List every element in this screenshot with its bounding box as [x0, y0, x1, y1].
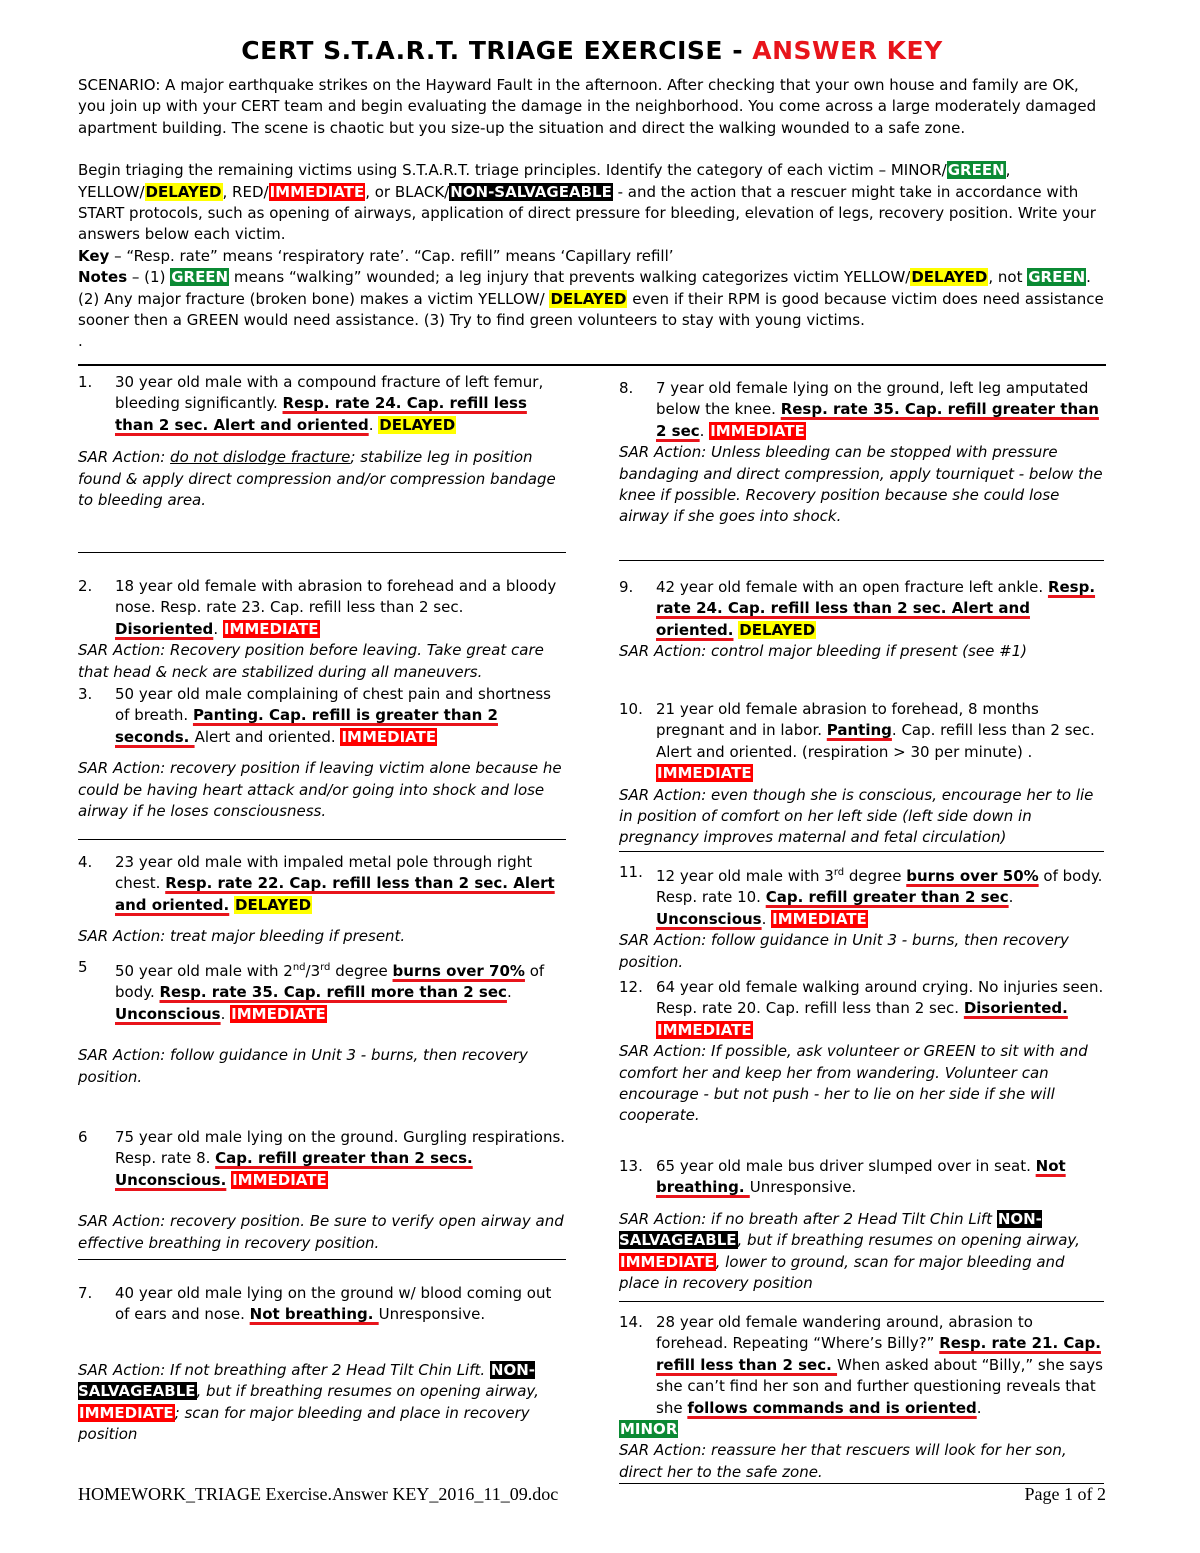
section-divider — [78, 364, 1106, 366]
right-column — [619, 378, 1104, 1484]
immediate-tag: IMMEDIATE — [223, 619, 319, 638]
victim-item-7: 7. 40 year old male lying on the ground w/ blood coming out of ears and nose. Not breathing. Unresponsive. SAR Action: If not breathing after 2 Head Tilt Chin Lift. NON-SALVAGEABLE, but if breathing resumes on opening airway, IMMEDIATE; scan for major bleeding and place in recovery position — [78, 1283, 566, 1445]
victim-item-14: 14. 28 year old female wandering around, abrasion to forehead. Repeating “Where’s Billy?” Resp. rate 21. Cap. refill less than 2 sec. When asked about “Billy,” she says she can’t find her son and further questioning reveals that she follows commands and is oriented. MINOR SAR Action: reassure her that rescuers will look for her son, direct her to the safe zone. — [619, 1312, 1104, 1484]
immediate-tag: IMMEDIATE — [657, 764, 752, 783]
victim-item-13: 13. 65 year old male bus driver slumped over in seat. Not breathing. Unresponsive. SAR Action: if no breath after 2 Head Tilt Chin Lift NON-SALVAGEABLE, but if breathing resumes on opening airway, IMMEDIATE, lower to ground, scan for major bleeding and place in recovery position — [619, 1156, 1104, 1302]
sar-action: SAR Action: follow guidance in Unit 3 - burns, then recovery position. — [619, 931, 1069, 971]
delayed-tag: DELAYED — [739, 620, 816, 639]
sar-action: SAR Action: If not breathing after 2 Head Tilt Chin Lift. NON-SALVAGEABLE, but if breathing resumes on opening airway, IMMEDIATE; scan for major bleeding and place in recovery position — [78, 1360, 539, 1444]
scenario-paragraph: SCENARIO: A major earthquake strikes on the Hayward Fault in the afternoon. After checking that your own house and family are OK, you join up with your CERT team and begin evaluating the damage in the neighborhood. You come across a large moderately damaged apartment building. The scene is chaotic but you size-up the situation and direct the walking wounded to a safe zone. — [78, 76, 1097, 137]
victim-item-2: 2. 18 year old female with abrasion to forehead and a bloody nose. Resp. rate 23. Cap. refill less than 2 sec. Disoriented. IMMEDIATE SAR Action: Recovery position before leaving. Take great care that head & neck are stabilized during all maneuvers. — [78, 576, 566, 684]
victim-item-12: 12. 64 year old female walking around crying. No injuries seen. Resp. rate 20. Cap. refill less than 2 sec. Disoriented. IMMEDIATE SAR Action: If possible, ask volunteer or GREEN to sit with and comfort her and keep her from wandering. Volunteer can encourage - but not push - her to lie on her side if she will cooperate. — [619, 977, 1104, 1156]
victim-item-6: 6 75 year old male lying on the ground. Gurgling respirations. Resp. rate 8. Cap. refill greater than 2 secs. Unconscious. IMMEDIATE SAR Action: recovery position. Be sure to verify open airway and effective breathing in recovery position. — [78, 1127, 566, 1260]
document-page — [78, 36, 1106, 1481]
footer-filename: HOMEWORK_TRIAGE Exercise.Answer KEY_2016_11_09.doc — [78, 1484, 559, 1504]
minor-tag: MINOR — [620, 1420, 678, 1439]
notes-dot: . — [78, 332, 83, 351]
sar-action: SAR Action: do not dislodge fracture; stabilize leg in position found & apply direct compression and/or compression bandage to bleeding area. — [78, 448, 556, 510]
notes-paragraph: Notes – (1) GREEN means “walking” wounded; a leg injury that prevents walking categorizes victim YELLOW/DELAYED, not GREEN. (2) Any major fracture (broken bone) makes a victim YELLOW/ DELAYED even if their RPM is good because victim does need assistance sooner then a GREEN would need assistance. (3) Try to find green volunteers to stay with young victims. — [78, 268, 1104, 330]
immediate-tag: IMMEDIATE — [620, 1252, 715, 1271]
sar-action: SAR Action: treat major bleeding if present. — [78, 927, 406, 946]
page-footer — [78, 1484, 1106, 1505]
immediate-tag: IMMEDIATE — [79, 1403, 174, 1422]
victim-item-9: 9. 42 year old female with an open fracture left ankle. Resp. rate 24. Cap. refill less than 2 sec. Alert and oriented. DELAYED SAR Action: control major bleeding if present (see #1) — [619, 577, 1104, 699]
immediate-tag: IMMEDIATE — [657, 1020, 752, 1039]
answer-key-label: ANSWER KEY — [752, 36, 943, 65]
victim-item-8: 8. 7 year old female lying on the ground, left leg amputated below the knee. Resp. rate 35. Cap. refill greater than 2 sec. IMMEDIATE SAR Action: Unless bleeding can be stopped with pressure bandaging and direct compression, apply tourniquet - below the knee if possible. Recovery position because she could lose airway if she goes into shock. — [619, 378, 1104, 561]
victim-item-5: 5 50 year old male with 2nd/3rd degree burns over 70% of body. Resp. rate 35. Cap. refill more than 2 sec. Unconscious. IMMEDIATE SAR Action: follow guidance in Unit 3 - burns, then recovery position. — [78, 957, 566, 1127]
key-line: Key – “Resp. rate” means ‘respiratory rate’. “Cap. refill” means ‘Capillary refill’ — [78, 246, 674, 265]
sar-action: SAR Action: Unless bleeding can be stopped with pressure bandaging and direct compression, apply tourniquet - below the knee if possible. Recovery position because she could lose airway if she goes into shock. — [619, 443, 1103, 526]
delayed-tag: DELAYED — [379, 415, 456, 434]
instructions-paragraph: Begin triaging the remaining victims using S.T.A.R.T. triage principles. Identify the category of each victim – MINOR/GREEN, YELLOW/DELAYED, RED/IMMEDIATE, or BLACK/NON-SALVAGEABLE - and the action that a rescuer might take in accordance with START protocols, such as opening of airways, application of direct pressure for bleeding, elevation of legs, recovery position. Write your answers below each victim. — [78, 161, 1096, 244]
sar-action: SAR Action: reassure her that rescuers will look for her son, direct her to the safe zone. — [619, 1441, 1067, 1481]
immediate-tag: IMMEDIATE — [341, 727, 437, 746]
green-tag: GREEN — [947, 161, 1005, 180]
sar-action: SAR Action: recovery position if leaving victim alone because he could be having heart attack and/or going into shock and lose airway if he loses consciousness. — [78, 759, 562, 821]
victim-item-4: 4. 23 year old male with impaled metal pole through right chest. Resp. rate 22. Cap. refill less than 2 sec. Alert and oriented. DELAYED SAR Action: treat major bleeding if present. — [78, 852, 566, 957]
immediate-tag: IMMEDIATE — [231, 1004, 326, 1023]
immediate-tag: IMMEDIATE — [772, 909, 867, 928]
non-salvageable-tag: NON-SALVAGEABLE — [450, 182, 612, 201]
delayed-tag: DELAYED — [235, 895, 312, 914]
delayed-tag: DELAYED — [145, 182, 222, 201]
sar-action: SAR Action: Recovery position before leaving. Take great care that head & neck are stabilized during all maneuvers. — [78, 641, 544, 681]
immediate-tag: IMMEDIATE — [232, 1170, 327, 1189]
victim-item-3: 3. 50 year old male complaining of chest pain and shortness of breath. Panting. Cap. refill is greater than 2 seconds. Alert and oriented. IMMEDIATE SAR Action: recovery position if leaving victim alone because he could be having heart attack and/or going into shock and lose airway if he loses consciousness. — [78, 684, 566, 840]
page-number: Page 1 of 2 — [1024, 1484, 1106, 1504]
immediate-tag: IMMEDIATE — [269, 182, 365, 201]
victim-item-11: 11. 12 year old male with 3rd degree burns over 50% of body. Resp. rate 10. Cap. refill greater than 2 sec. Unconscious. IMMEDIATE SAR Action: follow guidance in Unit 3 - burns, then recovery position. — [619, 862, 1104, 977]
intro-section — [78, 75, 1106, 353]
left-column — [78, 372, 566, 1445]
victim-item-10: 10. 21 year old female abrasion to forehead, 8 months pregnant and in labor. Panting. Cap. refill less than 2 sec. Alert and oriented. (respiration > 30 per minute) . IMMEDIATE SAR Action: even though she is conscious, encourage her to lie in position of comfort on her left side (left side down in pregnancy improves maternal and fetal circulation) — [619, 699, 1104, 852]
non-salvageable-tag: NON-SALVAGEABLE — [78, 1360, 536, 1401]
victim-item-1: 1. 30 year old male with a compound fracture of left femur, bleeding significantly. Resp. rate 24. Cap. refill less than 2 sec. Alert and oriented. DELAYED SAR Action: do not dislodge fracture; stabilize leg in position found & apply direct compression and/or compression bandage to bleeding area. — [78, 372, 566, 553]
sar-action: SAR Action: if no breath after 2 Head Tilt Chin Lift NON-SALVAGEABLE, but if breathing resumes on opening airway, IMMEDIATE, lower to ground, scan for major bleeding and place in recovery position — [619, 1209, 1080, 1293]
sar-action: SAR Action: recovery position. Be sure to verify open airway and effective breathing in recovery position. — [78, 1212, 564, 1252]
sar-action: SAR Action: follow guidance in Unit 3 - burns, then recovery position. — [78, 1046, 528, 1086]
sar-action: SAR Action: If possible, ask volunteer or GREEN to sit with and comfort her and keep her from wandering. Volunteer can encourage - but not push - her to lie on her side if she will cooperate. — [619, 1042, 1088, 1125]
non-salvageable-tag: NON-SALVAGEABLE — [619, 1209, 1042, 1250]
sar-action: SAR Action: even though she is conscious, encourage her to lie in position of comfort on her left side (left side down in pregnancy improves maternal and fetal circulation) — [619, 785, 1094, 847]
sar-action: SAR Action: control major bleeding if present (see #1) — [619, 642, 1028, 661]
page-title: CERT S.T.A.R.T. TRIAGE EXERCISE - ANSWER KEY — [241, 36, 943, 65]
immediate-tag: IMMEDIATE — [710, 421, 805, 440]
